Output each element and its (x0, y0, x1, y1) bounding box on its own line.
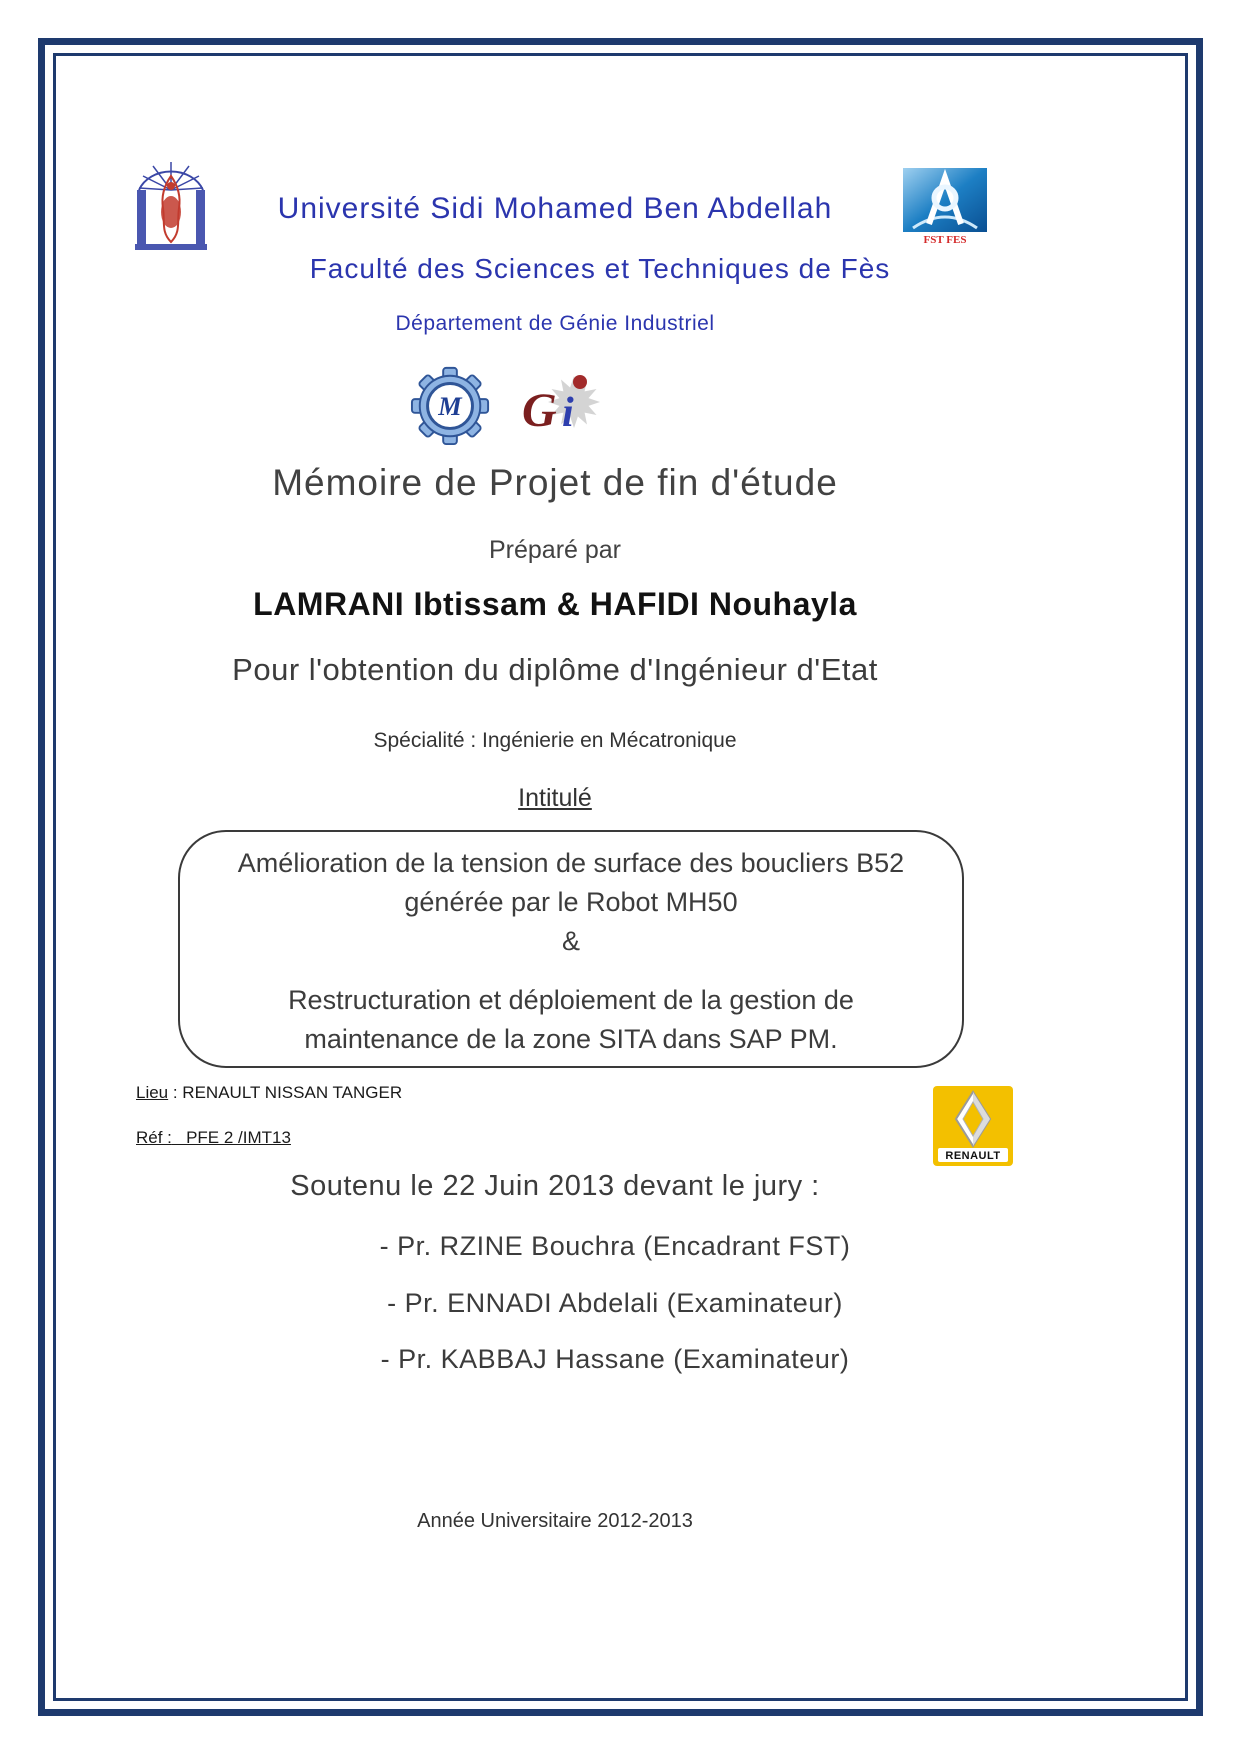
memoire-title: Mémoire de Projet de fin d'étude (272, 462, 838, 503)
subject-line-1: Amélioration de la tension de surface des boucliers B52 (237, 848, 905, 878)
prepared-by-label: Préparé par (488, 536, 622, 564)
gear-m-logo (410, 362, 492, 448)
jury-member-3: - Pr. KABBAJ Hassane (Examinateur) (380, 1344, 850, 1374)
gi-logo (516, 366, 604, 446)
thesis-subject-box (178, 830, 964, 1068)
renault-icon (933, 1086, 1013, 1166)
university-name: Université Sidi Mohamed Ben Abdellah (277, 192, 833, 225)
renault-label: RENAULT (945, 1150, 1001, 1162)
gi-letter-i: i (562, 390, 574, 436)
subject-ampersand: & (561, 926, 580, 956)
faculty-name: Faculté des Sciences et Techniques de Fès (309, 253, 891, 284)
reference-line (136, 1128, 291, 1148)
defense-intro: Soutenu le 22 Juin 2013 devant le jury : (290, 1170, 820, 1202)
reference-label: Réf : (136, 1128, 172, 1147)
location-label: Lieu (136, 1083, 169, 1102)
jury-member-2: - Pr. ENNADI Abdelali (Examinateur) (387, 1288, 843, 1318)
gi-letter-g: G (522, 384, 557, 437)
degree-purpose: Pour l'obtention du diplôme d'Ingénieur d'Etat (232, 652, 878, 687)
location-line (136, 1083, 402, 1103)
gi-icon (516, 366, 604, 446)
intitule-heading (0, 784, 1110, 813)
gear-m-letter: M (438, 391, 462, 421)
authors-names: LAMRANI Ibtissam & HAFIDI Nouhayla (253, 586, 857, 622)
subject-line-4: maintenance de la zone SITA dans SAP PM. (304, 1024, 838, 1054)
renault-logo (933, 1086, 1013, 1166)
location-value: : RENAULT NISSAN TANGER (168, 1083, 403, 1102)
gear-m-icon (410, 362, 492, 448)
intitule-label: Intitulé (518, 784, 592, 812)
reference-value: PFE 2 /IMT13 (171, 1128, 291, 1147)
department-name: Département de Génie Industriel (395, 312, 715, 335)
academic-year: Année Universitaire 2012-2013 (417, 1510, 693, 1532)
subject-line-2: générée par le Robot MH50 (404, 887, 738, 917)
specialty-line: Spécialité : Ingénierie en Mécatronique (373, 729, 737, 752)
subject-line-3: Restructuration et déploiement de la gestion de (288, 985, 854, 1015)
jury-member-1: - Pr. RZINE Bouchra (Encadrant FST) (379, 1231, 851, 1261)
fst-fes-label: FST FES (923, 234, 967, 246)
